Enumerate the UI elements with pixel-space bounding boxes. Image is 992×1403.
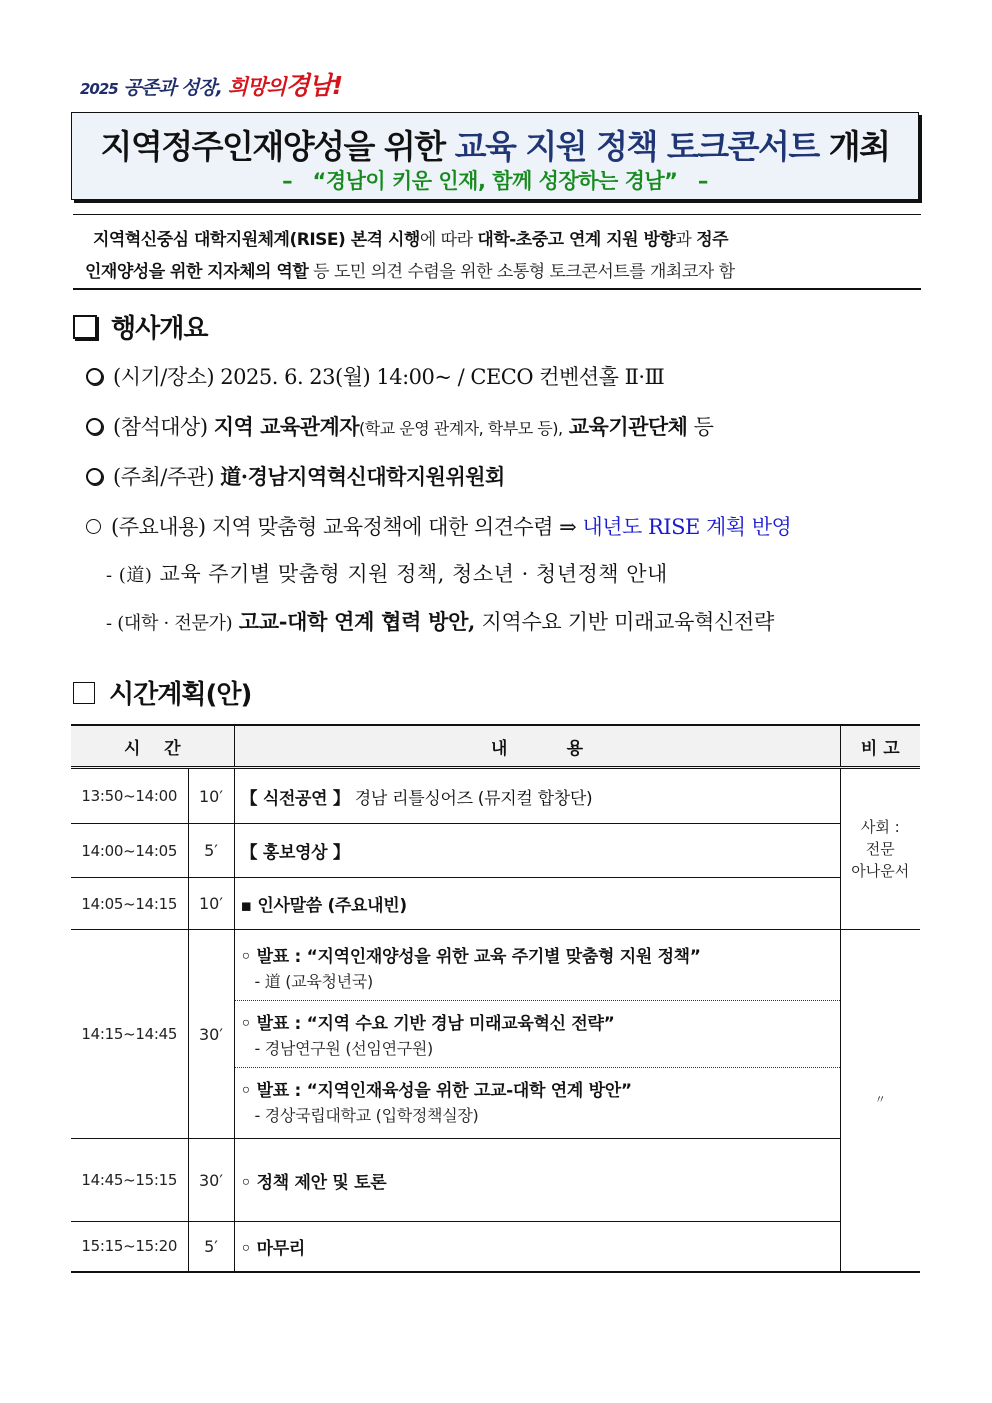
row-content-bold: 【 홍보영상 】 xyxy=(240,843,350,863)
row-content-bold: ◦ 정책 제안 및 토론 xyxy=(240,1172,387,1193)
table-row xyxy=(71,878,920,930)
slogan-year: 2025 xyxy=(80,80,118,98)
presentation-item xyxy=(235,1068,840,1134)
item-text: 등 xyxy=(693,415,714,439)
checkbox-square-icon xyxy=(73,682,95,704)
note-line: 아나운서 xyxy=(851,862,910,880)
intro-text: 과 xyxy=(675,230,697,250)
row-duration: 5′ xyxy=(188,1222,234,1272)
circle-bullet-icon xyxy=(86,368,103,385)
row-content-bold: 【 식전공연 】 xyxy=(240,788,350,809)
table-row xyxy=(71,824,920,878)
circle-bullet-icon xyxy=(86,418,103,435)
section-overview-heading xyxy=(73,308,207,345)
row-time: 14:00~14:05 xyxy=(71,824,188,878)
header-time: 시 간 xyxy=(71,725,234,768)
subitem-text-bold: 고교-대학 연계 협력 방안, xyxy=(238,609,476,634)
item-text-bold: 道·경남지역혁신대학지원위원회 xyxy=(220,464,505,489)
table-row xyxy=(71,768,920,824)
item-label: (참석대상) xyxy=(113,415,208,439)
title-box xyxy=(71,112,919,200)
header-note: 비 고 xyxy=(840,725,920,768)
header-content: 내 용 xyxy=(234,725,840,768)
row-time: 15:15~15:20 xyxy=(71,1222,188,1272)
title-highlight: 교육 지원 정책 토크콘서트 xyxy=(454,127,819,166)
title-suffix: 개최 xyxy=(818,127,890,166)
subitem-text: 지역수요 기반 미래교육혁신전략 xyxy=(481,610,775,634)
row-content-bold: ▪ 인사말씀 (주요내빈) xyxy=(240,896,407,916)
table-row xyxy=(71,1222,920,1272)
item-text-bold: 지역 교육관계자 xyxy=(213,414,360,439)
row-content xyxy=(234,878,840,930)
intro-emphasis: 정주 xyxy=(696,230,729,250)
row-time: 14:05~14:15 xyxy=(71,878,188,930)
row-content-text: 경남 리틀싱어즈 (뮤지컬 합창단) xyxy=(349,788,593,809)
subitem-prefix: - (대학 · 전문가) xyxy=(106,613,233,634)
row-time: 14:45~15:15 xyxy=(71,1139,188,1222)
table-header-row xyxy=(71,725,920,768)
intro-emphasis: 인재양성을 위한 지자체의 역할 xyxy=(85,262,309,282)
section-schedule-heading xyxy=(73,674,251,711)
intro-text: 등 도민 의견 수렴을 위한 소통형 토크콘서트를 개최코자 함 xyxy=(308,262,735,282)
presentation-item xyxy=(235,1001,840,1068)
table-row xyxy=(71,930,920,1139)
row-note-mc xyxy=(840,768,920,930)
note-line: 사회 : xyxy=(860,818,900,836)
row-content xyxy=(234,768,840,824)
row-content xyxy=(234,1139,840,1222)
table-row xyxy=(71,1139,920,1222)
circle-bullet-icon xyxy=(86,468,103,485)
intro-emphasis: 지역혁신중심 대학지원체계(RISE) 본격 시행 xyxy=(93,230,420,250)
page-subtitle: – “경남이 키운 인재, 함께 성장하는 경남” – xyxy=(282,169,708,193)
presentation-title: ◦ 발표 : “지역인재육성을 위한 고교-대학 연계 방안” xyxy=(240,1081,632,1101)
item-label: (주요내용) xyxy=(111,515,206,539)
intro-text: 에 따라 xyxy=(419,230,478,250)
item-text-bold: 교육기관단체 xyxy=(568,414,688,439)
item-text-highlight: 내년도 RISE 계획 반영 xyxy=(582,515,792,539)
row-duration: 10′ xyxy=(188,878,234,930)
circle-bullet-icon xyxy=(86,519,101,534)
subitem-text: 교육 주기별 맞춤형 지원 정책, 청소년 · 청년정책 안내 xyxy=(159,562,668,586)
row-time: 14:15~14:45 xyxy=(71,930,188,1139)
presentation-speaker: - 경남연구원 (선임연구원) xyxy=(254,1039,433,1058)
overview-subitem-province xyxy=(106,558,668,588)
intro-line-2 xyxy=(85,257,735,282)
row-duration: 30′ xyxy=(188,930,234,1139)
item-text: 2025. 6. 23(월) 14:00~ / CECO 컨벤션홀 Ⅱ·Ⅲ xyxy=(220,365,665,389)
schedule-table xyxy=(71,724,920,1273)
section-title: 행사개요 xyxy=(111,314,208,344)
presentation-speaker: - 경상국립대학교 (입학정책실장) xyxy=(254,1106,479,1125)
intro-line-1 xyxy=(93,225,728,250)
row-content xyxy=(234,824,840,878)
presentation-speaker: - 道 (교육청년국) xyxy=(254,972,373,991)
row-content-bold: ◦ 마무리 xyxy=(240,1238,306,1259)
row-presentations xyxy=(234,930,840,1139)
presentation-title: ◦ 발표 : “지역인재양성을 위한 교육 주기별 맞춤형 지원 정책” xyxy=(240,947,701,967)
slogan-part2: 희망의 xyxy=(227,75,286,99)
overview-item-attendees xyxy=(86,411,713,441)
intro-emphasis: 대학-초중고 연계 지원 방향 xyxy=(477,230,676,250)
subitem-prefix: - (道) xyxy=(106,565,153,586)
title-prefix: 지역정주인재양성을 위한 xyxy=(100,127,455,166)
overview-item-host xyxy=(86,461,505,491)
section-title: 시간계획(안) xyxy=(109,680,252,710)
item-label: (시기/장소) xyxy=(113,365,215,389)
row-duration: 10′ xyxy=(188,768,234,824)
overview-subitem-university xyxy=(106,606,774,636)
row-duration: 5′ xyxy=(188,824,234,878)
item-label: (주최/주관) xyxy=(113,465,215,489)
presentation-title: ◦ 발표 : “지역 수요 기반 경남 미래교육혁신 전략” xyxy=(240,1014,615,1034)
intro-box xyxy=(73,214,921,290)
slogan-part3: 경남! xyxy=(285,71,343,100)
item-text-small: (학교 운영 관계자, 학부모 등), xyxy=(359,419,563,438)
slogan xyxy=(80,66,342,102)
page-title xyxy=(72,121,918,168)
overview-item-date-place xyxy=(86,361,664,391)
item-text: 지역 맞춤형 교육정책에 대한 의견수렴 ⇒ xyxy=(211,515,583,539)
row-duration: 30′ xyxy=(188,1139,234,1222)
presentation-item xyxy=(235,934,840,1001)
slogan-part1: 공존과 성장, xyxy=(123,77,222,99)
row-note-ditto: 〃 xyxy=(840,930,920,1272)
checkbox-square-icon xyxy=(73,315,97,339)
note-line: 전문 xyxy=(865,840,895,858)
row-time: 13:50~14:00 xyxy=(71,768,188,824)
row-content xyxy=(234,1222,840,1272)
overview-item-content xyxy=(86,511,791,541)
